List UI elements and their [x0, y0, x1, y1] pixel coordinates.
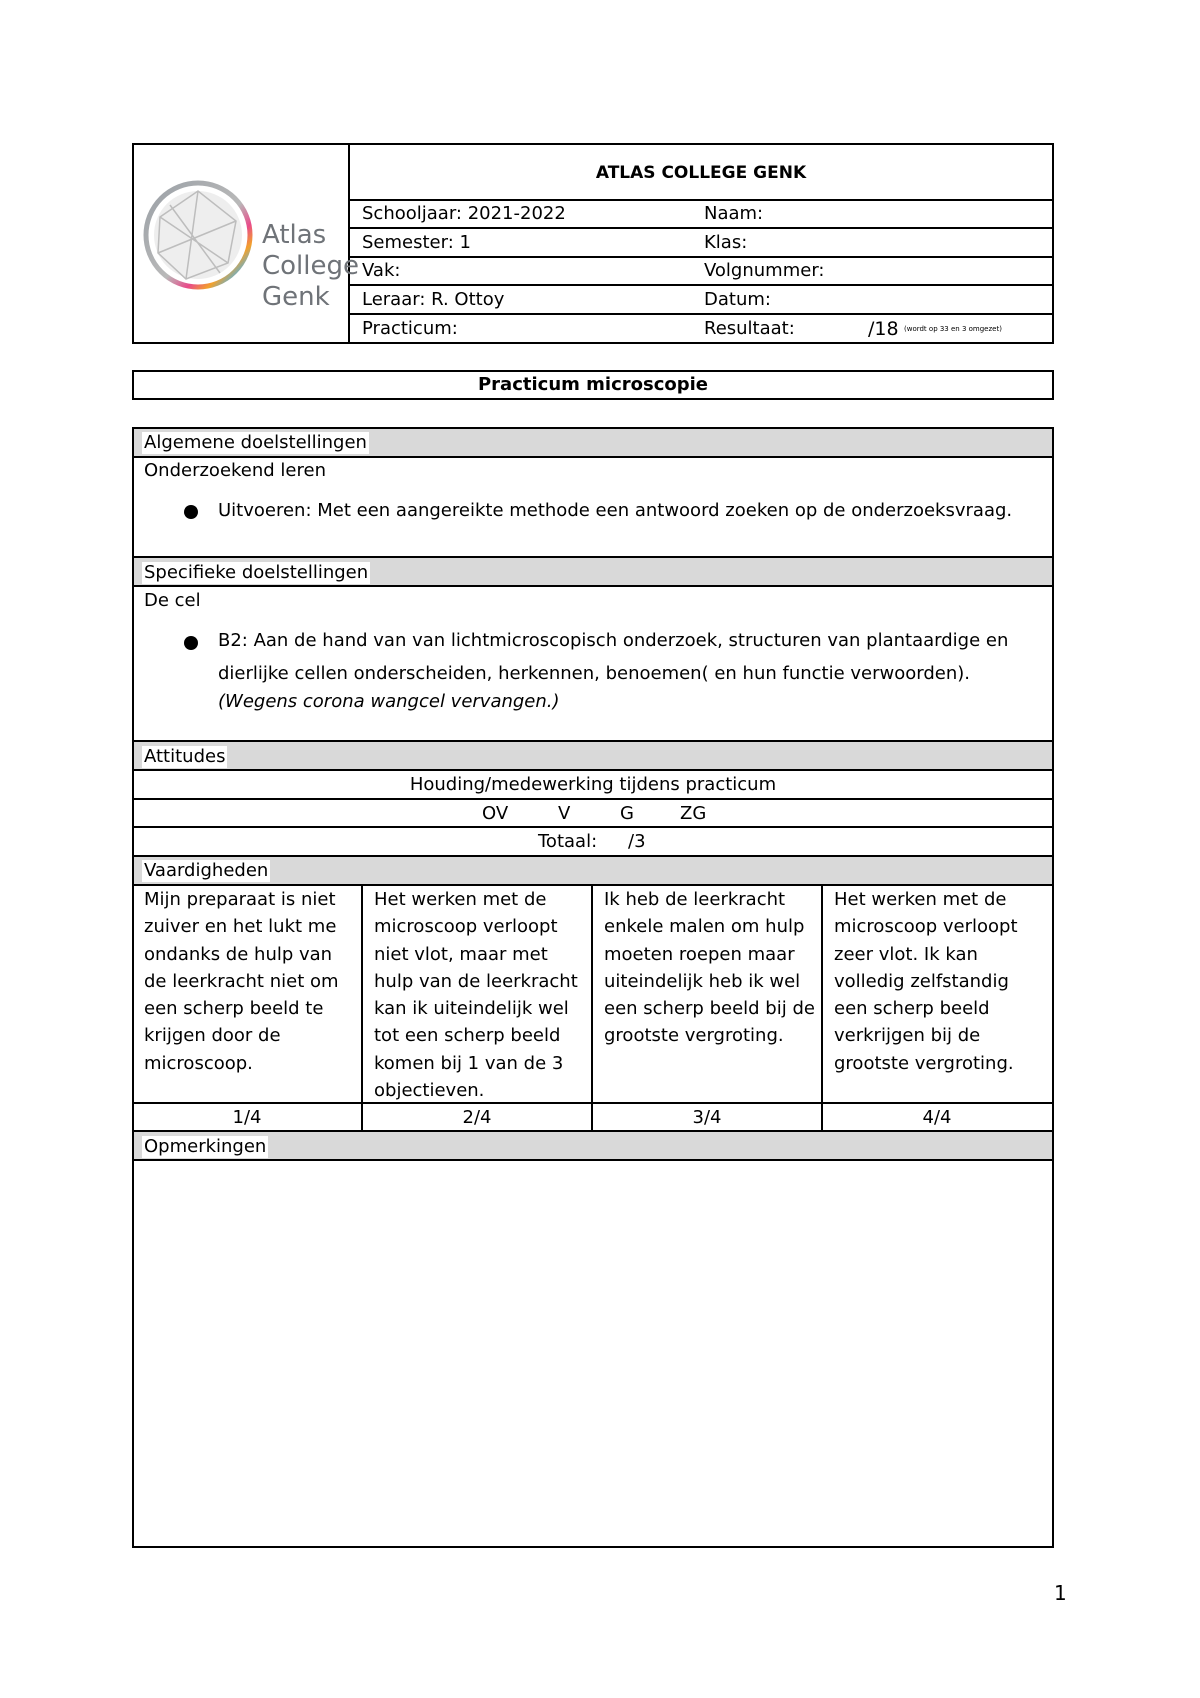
header-leraar: Leraar: R. Ottoy: [362, 289, 505, 310]
opmerkingen-heading: Opmerkingen: [144, 1136, 267, 1157]
rubric-score-4: 4/4: [922, 1107, 952, 1128]
rubric-score-2: 2/4: [462, 1107, 492, 1128]
specifiek-bullet-line1: B2: Aan de hand van van lichtmicroscopisch onderzoek, structuren van plantaardige en: [218, 630, 1009, 651]
specifiek-sub: De cel: [144, 590, 201, 611]
page-number: 1: [1054, 1581, 1067, 1605]
total-value: /3: [628, 831, 646, 852]
bullet-icon: [184, 636, 198, 650]
school-logo: [140, 175, 360, 315]
scale-zg: ZG: [680, 803, 707, 824]
logo-word-atlas: Atlas: [262, 220, 327, 250]
header-semester: Semester: 1: [362, 232, 471, 253]
rubric-cell-4: Het werken met de microscoop verloopt zeer vlot. Ik kan volledig zelfstandig een scherp beeld verkrijgen bij de grootste vergroting.: [834, 889, 1018, 1074]
rubric-score-3: 3/4: [692, 1107, 722, 1128]
scale-g: G: [620, 803, 634, 824]
specifiek-bullet-line2: dierlijke cellen onderscheiden, herkennen, benoemen( en hun functie verwoorden).: [218, 663, 970, 684]
header-schooljaar: Schooljaar: 2021-2022: [362, 203, 566, 224]
practicum-title: Practicum microscopie: [477, 374, 709, 395]
rubric-cell-3: Ik heb de leerkracht enkele malen om hulp moeten roepen maar uiteindelijk heb ik wel een scherp beeld bij de grootste vergroting.: [604, 889, 815, 1047]
rubric-score-1: 1/4: [232, 1107, 262, 1128]
total-label: Totaal:: [538, 831, 598, 852]
specifiek-heading: Specifieke doelstellingen: [144, 562, 369, 583]
attitudes-heading: Attitudes: [144, 746, 226, 767]
bullet-icon: [184, 505, 198, 519]
header-score-note: (wordt op 33 en 3 omgezet): [904, 325, 1002, 333]
vaardigheden-heading: Vaardigheden: [144, 860, 269, 881]
header-practicum: Practicum:: [362, 318, 458, 339]
opmerkingen-area[interactable]: [134, 1161, 1052, 1546]
logo-word-college: College: [262, 251, 360, 281]
school-name: ATLAS COLLEGE GENK: [595, 163, 807, 183]
atlas-logo-icon: [140, 177, 260, 297]
header-score: /18: [868, 318, 899, 340]
scale-ov: OV: [482, 803, 509, 824]
attitudes-line: Houding/medewerking tijdens practicum: [409, 774, 777, 795]
header-naam: Naam:: [704, 203, 764, 224]
algemeen-bullet: Uitvoeren: Met een aangereikte methode een antwoord zoeken op de onderzoeksvraag.: [218, 500, 1013, 521]
header-datum: Datum:: [704, 289, 771, 310]
header-volgnummer: Volgnummer:: [704, 260, 825, 281]
rubric-cell-1: Mijn preparaat is niet zuiver en het lukt me ondanks de hulp van de leerkracht niet om een scherp beeld te krijgen door de microscoop.: [144, 889, 339, 1074]
header-vak: Vak:: [362, 260, 401, 281]
specifiek-note: (Wegens corona wangcel vervangen.): [218, 691, 560, 712]
logo-word-genk: Genk: [262, 282, 330, 312]
rubric-cell-2: Het werken met de microscoop verloopt niet vlot, maar met hulp van de leerkracht kan ik uiteindelijk wel tot een scherp beeld komen bij 1 van de 3 objectieven.: [374, 889, 578, 1102]
header-klas: Klas:: [704, 232, 748, 253]
header-resultaat: Resultaat:: [704, 318, 795, 339]
algemeen-sub: Onderzoekend leren: [144, 460, 326, 481]
scale-v: V: [558, 803, 571, 824]
algemeen-heading: Algemene doelstellingen: [144, 432, 367, 453]
